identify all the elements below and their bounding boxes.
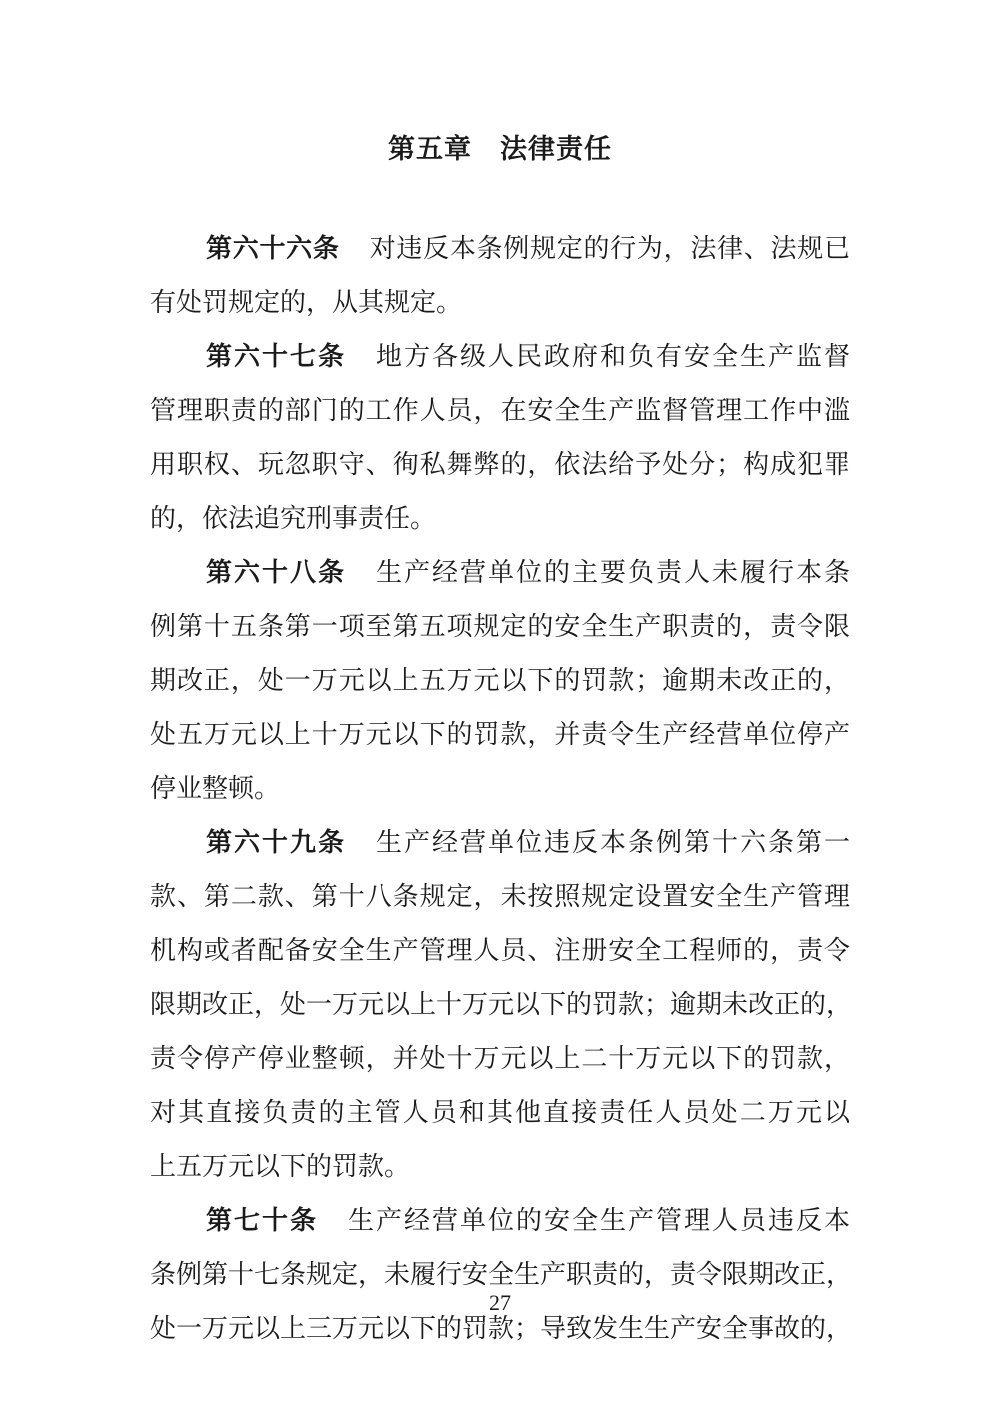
article-line: 期改正，处一万元以上五万元以下的罚款；逾期未改正的， bbox=[150, 666, 850, 696]
article-number: 第六十六条 bbox=[206, 234, 340, 264]
article-text: 生产经营单位的安全生产管理人员违反本 bbox=[348, 1206, 850, 1236]
article-line bbox=[150, 1194, 850, 1248]
article-line bbox=[150, 546, 850, 600]
article-line: 停业整顿。 bbox=[150, 774, 281, 804]
article-line bbox=[150, 330, 850, 384]
article-number: 第六十七条 bbox=[206, 342, 346, 372]
article-text: 对违反本条例规定的行为，法律、法规已 bbox=[369, 234, 850, 264]
article-number: 第七十条 bbox=[206, 1206, 318, 1236]
article-70 bbox=[150, 1194, 853, 1356]
article-line: 上五万元以下的罚款。 bbox=[150, 1152, 411, 1182]
article-line: 例第十五条第一项至第五项规定的安全生产职责的，责令限 bbox=[150, 612, 850, 642]
article-66 bbox=[150, 222, 850, 330]
article-line bbox=[150, 222, 850, 276]
chapter-title: 第五章 法律责任 bbox=[388, 134, 612, 165]
article-69 bbox=[150, 816, 853, 1194]
article-line: 处一万元以上三万元以下的罚款；导致发生生产安全事故的， bbox=[150, 1314, 853, 1344]
article-text: 地方各级人民政府和负有安全生产监督 bbox=[376, 342, 850, 372]
article-line: 管理职责的部门的工作人员，在安全生产监督管理工作中滥 bbox=[150, 396, 850, 426]
article-line bbox=[150, 816, 850, 870]
article-68 bbox=[150, 546, 850, 816]
document-body bbox=[150, 222, 853, 1356]
article-line: 条例第十七条规定，未履行安全生产职责的，责令限期改正， bbox=[150, 1260, 853, 1290]
article-line: 用职权、玩忽职守、徇私舞弊的，依法给予处分；构成犯罪 bbox=[150, 450, 850, 480]
page-number: 27 bbox=[489, 1290, 511, 1315]
article-line: 的，依法追究刑事责任。 bbox=[150, 504, 437, 534]
article-line: 机构或者配备安全生产管理人员、注册安全工程师的，责令 bbox=[150, 936, 850, 966]
article-text: 生产经营单位的主要负责人未履行本条 bbox=[376, 558, 850, 588]
article-line: 限期改正，处一万元以上十万元以下的罚款；逾期未改正的， bbox=[150, 990, 853, 1020]
article-number: 第六十八条 bbox=[206, 558, 346, 588]
article-line: 有处罚规定的，从其规定。 bbox=[150, 288, 463, 318]
article-line: 款、第二款、第十八条规定，未按照规定设置安全生产管理 bbox=[150, 882, 850, 912]
article-number: 第六十九条 bbox=[206, 828, 346, 858]
article-line: 处五万元以上十万元以下的罚款，并责令生产经营单位停产 bbox=[150, 720, 850, 750]
article-text: 生产经营单位违反本条例第十六条第一 bbox=[376, 828, 850, 858]
article-67 bbox=[150, 330, 850, 546]
article-line: 责令停产停业整顿，并处十万元以上二十万元以下的罚款， bbox=[150, 1044, 850, 1074]
article-line: 对其直接负责的主管人员和其他直接责任人员处二万元以 bbox=[150, 1098, 850, 1128]
